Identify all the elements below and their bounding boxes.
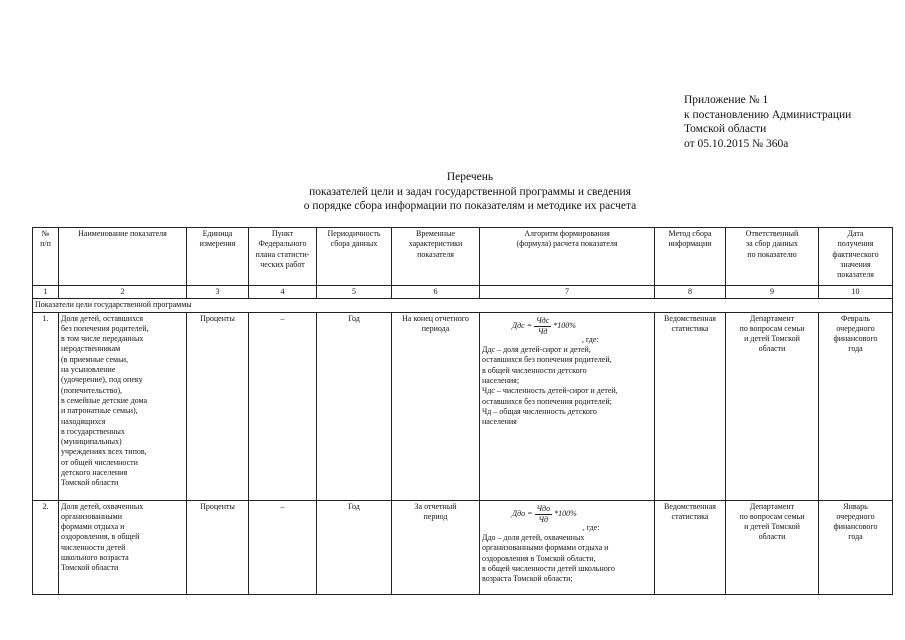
formula-description: Ддо – доля детей, охваченных организованными формами отдыха и оздоровления в Томской области, в общей численности детей школьного возраста Томской области; bbox=[482, 533, 615, 584]
header-cell-name: Наименование показателя bbox=[59, 228, 187, 286]
formula-tail: , где: bbox=[582, 522, 600, 532]
column-number: 2 bbox=[59, 286, 187, 299]
formula bbox=[512, 315, 652, 344]
date-received: Январь очередного финансового года bbox=[819, 500, 893, 594]
formula-fraction bbox=[534, 316, 551, 338]
appendix-line: от 05.10.2015 № 360а bbox=[684, 137, 789, 150]
indicator-name: Доля детей, оставшихся без попечения родителей, в том числе переданных неродственникам (в приемные семьи, на усыновление (удочерение), под опеку (попечительство), в семейные детские дома и патронатные семьи), находящихся в государственных (муниципальных) учреждениях всех типов, от общей численности детского населения Томской области bbox=[59, 312, 187, 500]
formula-description: Ддс – доля детей-сирот и детей, оставшихся без попечения родителей, в общей численности детского населения; Чдс – численность детей-сирот и детей, оставшихся без попечения родителей; Чд – общая численность детского населения bbox=[482, 345, 618, 427]
appendix-line: Томской области bbox=[684, 123, 767, 135]
periodicity: Год bbox=[317, 500, 392, 594]
column-number: 4 bbox=[249, 286, 317, 299]
column-number: 3 bbox=[187, 286, 249, 299]
section-row bbox=[33, 299, 893, 312]
section-label: Показатели цели государственной программы bbox=[33, 299, 893, 312]
column-number: 5 bbox=[317, 286, 392, 299]
formula-cell bbox=[480, 312, 655, 500]
header-cell-plan-item: Пункт Федерального плана статисти- ческих работ bbox=[249, 228, 317, 286]
indicator-unit: Проценты bbox=[187, 312, 249, 500]
responsible: Департамент по вопросам семьи и детей Томской области bbox=[726, 312, 819, 500]
plan-item: – bbox=[249, 500, 317, 594]
row-number: 2. bbox=[33, 500, 59, 594]
header-cell-periodicity: Периодичность сбора данных bbox=[317, 228, 392, 286]
plan-item: – bbox=[249, 312, 317, 500]
header-row bbox=[33, 228, 893, 286]
appendix-line: Приложение № 1 bbox=[684, 94, 769, 106]
header-cell-formula: Алгоритм формирования (формула) расчета показателя bbox=[480, 228, 655, 286]
indicator-name: Доля детей, охваченных организованными формами отдыха и оздоровления, в общей численности детей школьного возраста Томской области bbox=[59, 500, 187, 594]
title-line: показателей цели и задач государственной программы и сведения bbox=[309, 185, 631, 198]
formula-lhs: Ддс = bbox=[512, 321, 533, 331]
appendix-block bbox=[684, 93, 851, 151]
time-characteristics: На конец отчетного периода bbox=[392, 312, 480, 500]
formula-denominator: Чд bbox=[537, 326, 548, 336]
formula-tail: , где: bbox=[581, 334, 599, 344]
appendix-line: к постановлению Администрации bbox=[684, 108, 852, 121]
formula-numerator: Чдо bbox=[535, 504, 553, 515]
header-cell-num: № п/п bbox=[33, 228, 59, 286]
document-title bbox=[235, 170, 705, 214]
responsible: Департамент по вопросам семьи и детей Томской области bbox=[726, 500, 819, 594]
title-line: Перечень bbox=[446, 171, 494, 183]
column-number-row bbox=[33, 286, 893, 299]
column-number: 9 bbox=[726, 286, 819, 299]
time-characteristics: За отчетный период bbox=[392, 500, 480, 594]
date-received: Февраль очередного финансового года bbox=[819, 312, 893, 500]
collection-method: Ведомственная статистика bbox=[655, 312, 726, 500]
column-number: 8 bbox=[655, 286, 726, 299]
formula-fraction bbox=[535, 504, 553, 526]
table-row bbox=[33, 500, 893, 594]
title-line: о порядке сбора информации по показателям и методике их расчета bbox=[303, 200, 637, 212]
formula bbox=[512, 503, 652, 532]
formula-numerator: Чдс bbox=[534, 316, 551, 327]
collection-method: Ведомственная статистика bbox=[655, 500, 726, 594]
column-number: 7 bbox=[480, 286, 655, 299]
column-number: 1 bbox=[33, 286, 59, 299]
header-cell-method: Метод сбора информации bbox=[655, 228, 726, 286]
formula-cell bbox=[480, 500, 655, 594]
table-row bbox=[33, 312, 893, 500]
header-cell-responsible: Ответственный за сбор данных по показателю bbox=[726, 228, 819, 286]
formula-rhs: *100% bbox=[553, 321, 576, 331]
header-cell-unit: Единица измерения bbox=[187, 228, 249, 286]
indicator-unit: Проценты bbox=[187, 500, 249, 594]
formula-rhs: *100% bbox=[554, 509, 577, 519]
formula-denominator: Чд bbox=[538, 514, 549, 524]
column-number: 10 bbox=[819, 286, 893, 299]
column-number: 6 bbox=[392, 286, 480, 299]
header-cell-date: Дата получения фактического значения показателя bbox=[819, 228, 893, 286]
formula-lhs: Ддо = bbox=[512, 509, 533, 519]
indicators-table bbox=[32, 227, 893, 595]
periodicity: Год bbox=[317, 312, 392, 500]
header-cell-time-char: Временные характеристики показателя bbox=[392, 228, 480, 286]
row-number: 1. bbox=[33, 312, 59, 500]
